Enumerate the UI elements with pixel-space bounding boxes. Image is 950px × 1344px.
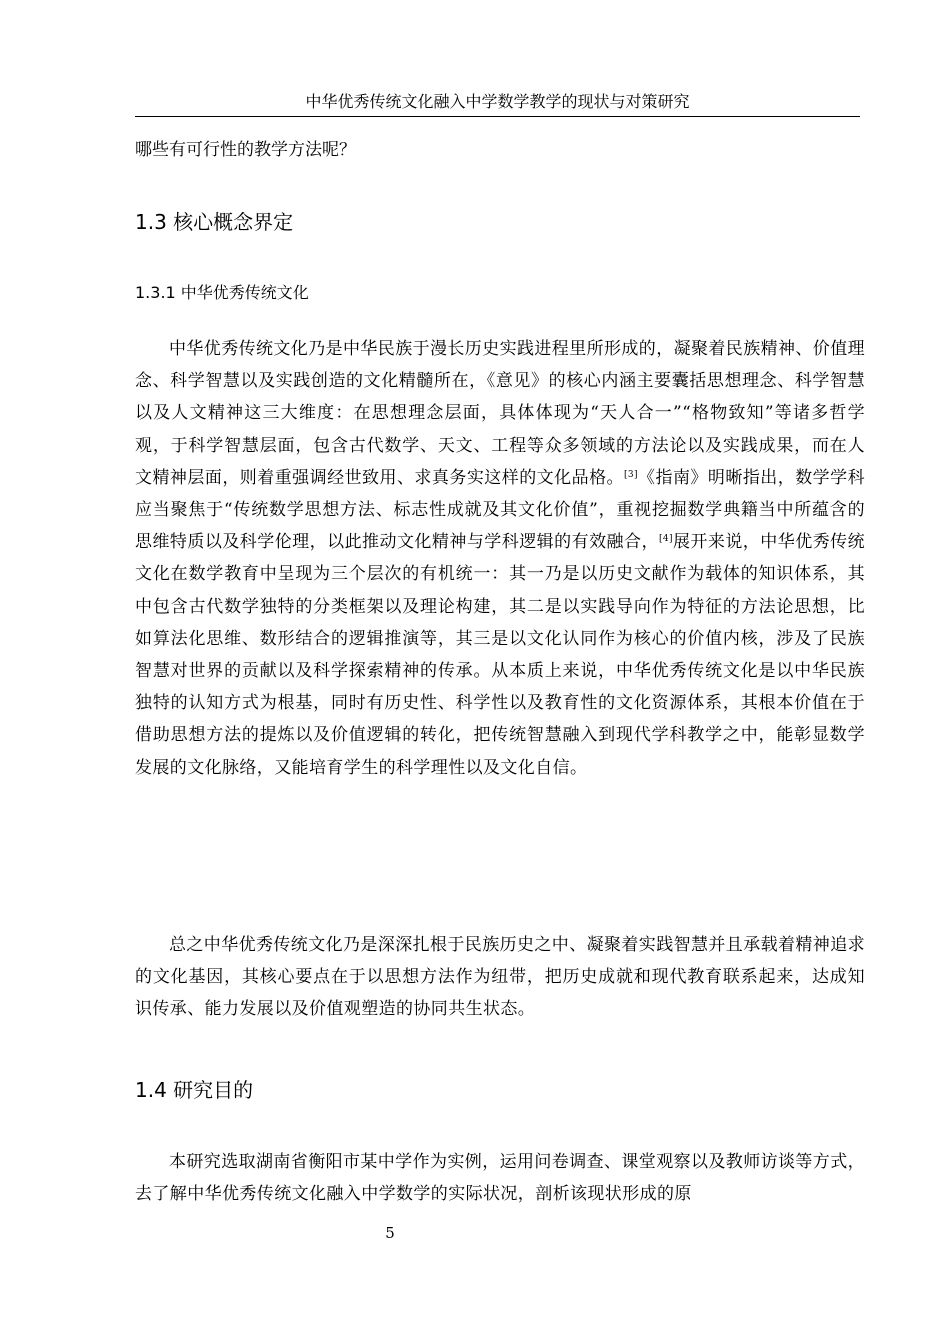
continued-text-line: 哪些有可行性的教学方法呢？ [135, 140, 356, 160]
paragraph-traditional-culture-definition [135, 333, 865, 784]
citation-marker: [4] [658, 534, 673, 545]
paragraph-research-purpose: 本研究选取湖南省衡阳市某中学作为实例，运用问卷调查、课堂观察以及教师访谈等方式，去了解中华优秀传统文化融入中学数学的实际状况，剖析该现状形成的原 [135, 1152, 865, 1205]
subsection-heading-1-3-1: 1.3.1 中华优秀传统文化 [135, 283, 309, 302]
section-heading-1-4: 1.4 研究目的 [135, 1078, 254, 1102]
paragraph-text: 展开来说，中华优秀传统文化在数学教育中呈现为三个层次的有机统一：其一乃是以历史文献作为载体的知识体系，其中包含古代数学独特的分类框架以及理论构建，其二是以实践导向作为特征的方法论思想，比如算法化思维、数形结合的逻辑推演等，其三是以文化认同作为核心的价值内核，涉及了民族智慧对世界的贡献以及科学探索精神的传承。从本质上来说，中华优秀传统文化是以中华民族独特的认知方式为根基，同时有历史性、科学性以及教育性的文化资源体系，其根本价值在于借助思想方法的提炼以及价值逻辑的转化，把传统智慧融入到现代学科教学之中，能彰显数学发展的文化脉络，又能培育学生的科学理性以及文化自信。 [135, 532, 865, 778]
paragraph-summary: 总之中华优秀传统文化乃是深深扎根于民族历史之中、凝聚着实践智慧并且承载着精神追求的文化基因，其核心要点在于以思想方法作为纽带，把历史成就和现代教育联系起来，达成知识传承、能力发展以及价值观塑造的协同共生状态。 [135, 935, 865, 1020]
citation-marker: [3] [624, 469, 638, 480]
paragraph-text: 《指南》明晰指出，数学学科应当聚焦于“传统数学思想方法、标志性成就及其文化价值”，重视挖掘数学典籍当中所蕴含的思维特质以及科学伦理，以此推动文化精神与学科逻辑的有效融合， [135, 467, 866, 553]
paragraph-text: 中华优秀传统文化乃是中华民族于漫长历史实践进程里所形成的，凝聚着民族精神、价值理念、科学智慧以及实践创造的文化精髓所在，《意见》的核心内涵主要囊括思想理念、科学智慧以及人文精神这三大维度：在思想理念层面，具体体现为“天人合一”“格物致知”等诸多哲学观，于科学智慧层面，包含古代数学、天文、工程等众多领域的方法论以及实践成果，而在人文精神层面，则着重强调经世致用、求真务实这样的文化品格。 [135, 339, 865, 488]
page-number: 5 [385, 1224, 395, 1242]
running-header: 中华优秀传统文化融入中学数学教学的现状与对策研究 [135, 90, 860, 117]
section-heading-1-3: 1.3 核心概念界定 [135, 210, 294, 234]
